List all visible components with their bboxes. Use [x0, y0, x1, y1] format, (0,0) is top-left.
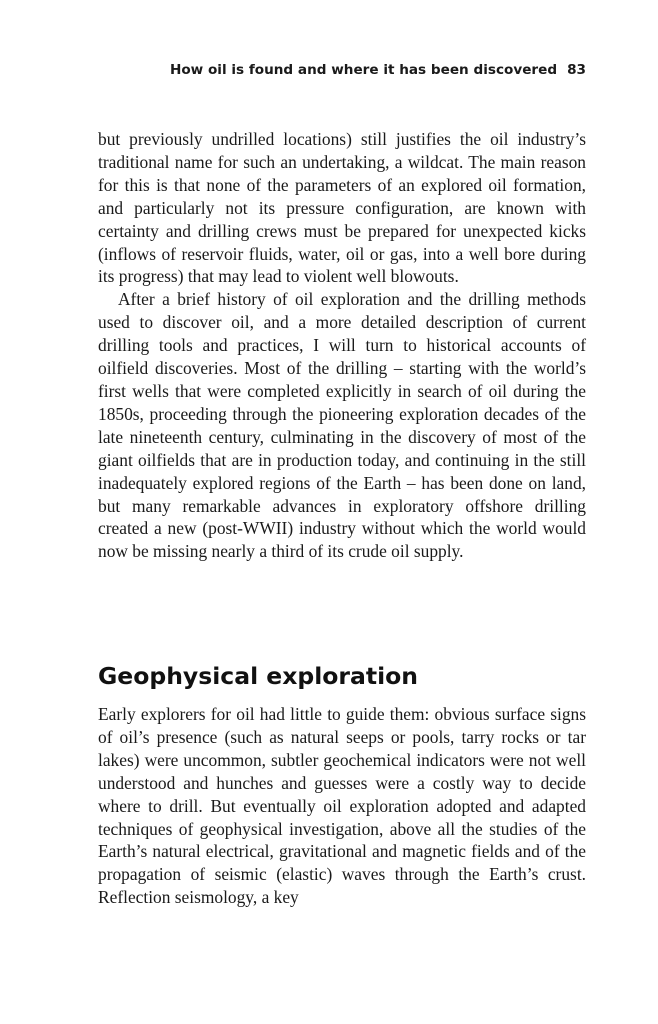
- page-number: 83: [567, 62, 586, 78]
- paragraph-continued: but previously undrilled locations) still justifies the oil industry’s traditional name for such an undertaking, a wildcat. The main reason for this is that none of the parameters of an explored oil formation, and particularly not its pressure configuration, are known with certainty and drilling crews must be prepared for unexpected kicks (inflows of reservoir fluids, water, oil or gas, into a well bore during its progress) that may lead to violent well blowouts.: [98, 129, 586, 287]
- running-header: [98, 60, 586, 80]
- section-heading: Geophysical exploration: [98, 662, 419, 690]
- running-title: How oil is found and where it has been discovered: [169, 62, 558, 78]
- text-block-upper: [98, 128, 586, 563]
- paragraph-geophysical: Early explorers for oil had little to guide them: obvious surface signs of oil’s presence (such as natural seeps or pools, tarry rocks or tar lakes) were uncommon, subtler geochemical indicators were not well understood and hunches and guesses were a costly way to decide where to drill. But eventually oil exploration adopted and adapted techniques of geophysical investigation, above all the studies of the Earth’s natural electrical, gravitational and magnetic fields and of the propagation of seismic (elastic) waves through the Earth’s crust. Reflection seismology, a key: [98, 704, 586, 908]
- text-block-lower: [98, 703, 586, 909]
- paragraph-drilling-history: After a brief history of oil exploration and the drilling methods used to discover oil, and a more detailed description of current drilling tools and practices, I will turn to historical accounts of oilfield discoveries. Most of the drilling – starting with the world’s first wells that were completed explicitly in search of oil during the 1850s, proceeding through the pioneering exploration decades of the late nineteenth century, culminating in the discovery of most of the giant oilfields that are in production today, and continuing in the still inadequately explored regions of the Earth – has been done on land, but many remarkable advances in exploratory offshore drilling created a new (post-WWII) industry without which the world would now be missing nearly a third of its crude oil supply.: [98, 289, 586, 562]
